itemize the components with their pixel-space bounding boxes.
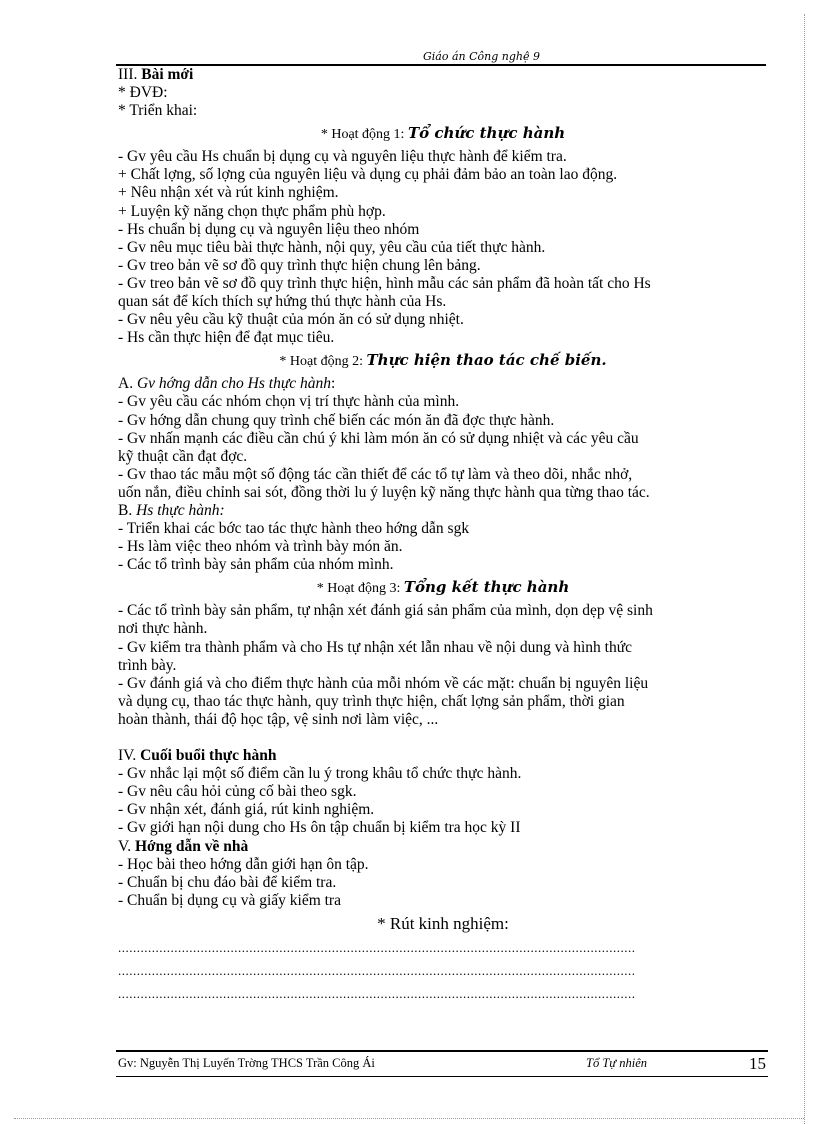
text-line: - Gv nêu mục tiêu bài thực hành, nội quy, yêu cầu của tiết thực hành. bbox=[118, 238, 546, 256]
text-line: - Các tổ trình bày sản phẩm của nhóm mình. bbox=[118, 556, 394, 574]
page-edge-right bbox=[804, 14, 805, 1124]
page-body bbox=[118, 66, 768, 1005]
text-line: - Gv thao tác mẫu một số động tác cần thiết để các tổ tự làm và theo dõi, nhắc nhở, bbox=[118, 465, 633, 483]
text-line: - Gv nêu câu hỏi củng cố bài theo sgk. bbox=[118, 783, 357, 801]
text-line: - Chuẩn bị dụng cụ và giấy kiểm tra bbox=[118, 891, 341, 909]
activity-2-content bbox=[118, 375, 768, 574]
page-number: 15 bbox=[749, 1054, 766, 1073]
page-header bbox=[116, 50, 766, 66]
section-5-title: Hớng dẫn về nhà bbox=[134, 837, 249, 855]
page-footer bbox=[116, 1050, 768, 1077]
activity-3-title: Tổng kết thực hành bbox=[403, 578, 570, 597]
text-line: - Gv nhấn mạnh các điều cần chú ý khi làm món ăn có sử dụng nhiệt và các yêu cầu bbox=[118, 429, 639, 447]
section-5-heading: V. Hớng dẫn về nhà bbox=[118, 837, 249, 855]
section-3-heading: III. Bài mới bbox=[118, 66, 194, 83]
text-line: hoàn thành, thái độ học tập, vệ sinh nơi làm việc, ... bbox=[118, 710, 439, 728]
text-line: - Hs chuẩn bị dụng cụ và nguyên liệu theo nhóm bbox=[118, 220, 420, 238]
header-title: Giáo án Công nghệ 9 bbox=[423, 50, 540, 63]
trien-khai-line: * Triển khai: bbox=[118, 102, 198, 120]
dotted-line: .......................................................................................................................................... bbox=[118, 985, 636, 1001]
activity-2-title: Thực hiện thao tác chế biến. bbox=[366, 351, 607, 370]
text-line: - Gv treo bản vẽ sơ đồ quy trình thực hiện chung lên bảng. bbox=[118, 256, 481, 274]
activity-1-content bbox=[118, 148, 768, 347]
text-line: quan sát để kích thích sự hứng thú thực hành của Hs. bbox=[118, 293, 447, 311]
dvd-line: * ĐVĐ: bbox=[118, 84, 168, 102]
section-4-title: Cuối buổi thực hành bbox=[140, 747, 277, 765]
text-line: - Gv đánh giá và cho điểm thực hành của mỗi nhóm về các mặt: chuẩn bị nguyên liệu bbox=[118, 674, 649, 692]
part-a-heading: A. Gv hớng dẫn cho Hs thực hành: bbox=[118, 375, 336, 393]
text-line: uốn nắn, điều chỉnh sai sót, đồng thời lu ý luyện kỹ năng thực hành qua từng thao tác. bbox=[118, 483, 650, 501]
text-line: nơi thực hành. bbox=[118, 620, 208, 638]
part-b-heading: B. Hs thực hành: bbox=[118, 501, 225, 519]
text-line: - Hs cần thực hiện để đạt mục tiêu. bbox=[118, 329, 335, 347]
activity-3-heading: * Hoạt động 3: Tổng kết thực hành bbox=[316, 578, 570, 597]
text-line: - Gv nhắc lại một số điểm cần lu ý trong khâu tổ chức thực hành. bbox=[118, 765, 522, 783]
text-line: và dụng cụ, thao tác thực hành, quy trình thực hiện, chất lợng sản phẩm, thời gian bbox=[118, 692, 625, 710]
text-line: + Chất lợng, số lợng của nguyên liệu và dụng cụ phải đảm bảo an toàn lao động. bbox=[118, 166, 618, 184]
text-line: - Gv yêu cầu Hs chuẩn bị dụng cụ và nguyên liệu thực hành để kiểm tra. bbox=[118, 148, 567, 166]
dotted-line: .......................................................................................................................................... bbox=[118, 939, 636, 955]
text-line: trình bày. bbox=[118, 656, 177, 674]
text-line: - Gv nêu yêu cầu kỹ thuật của món ăn có sử dụng nhiệt. bbox=[118, 311, 464, 329]
text-line: - Học bài theo hớng dẫn giới hạn ôn tập. bbox=[118, 855, 369, 873]
text-line: - Gv yêu cầu các nhóm chọn vị trí thực hành của mình. bbox=[118, 393, 460, 411]
experience-heading: * Rút kinh nghiệm: bbox=[377, 913, 509, 933]
text-line: - Gv nhận xét, đánh giá, rút kinh nghiệm. bbox=[118, 801, 375, 819]
text-line: - Chuẩn bị chu đáo bài để kiểm tra. bbox=[118, 873, 337, 891]
page-edge-bottom bbox=[14, 1118, 804, 1119]
text-line: + Nêu nhận xét và rút kinh nghiệm. bbox=[118, 184, 339, 202]
text-line: - Gv hớng dẫn chung quy trình chế biến các món ăn đã đợc thực hành. bbox=[118, 411, 555, 429]
text-line: - Các tổ trình bày sản phẩm, tự nhận xét đánh giá sản phẩm của mình, dọn dẹp vệ sinh bbox=[118, 602, 653, 620]
activity-1-title: Tổ chức thực hành bbox=[407, 124, 566, 143]
footer-teacher: Gv: Nguyễn Thị Luyến Trờng THCS Trần Công Ái bbox=[118, 1056, 375, 1070]
text-line: - Gv giới hạn nội dung cho Hs ôn tập chuẩn bị kiểm tra học kỳ II bbox=[118, 819, 521, 837]
section-3-title: Bài mới bbox=[141, 66, 194, 83]
text-line: - Hs làm việc theo nhóm và trình bày món ăn. bbox=[118, 538, 403, 556]
text-line: - Triển khai các bớc tao tác thực hành theo hớng dẫn sgk bbox=[118, 520, 470, 538]
activity-1-heading: * Hoạt động 1: Tổ chức thực hành bbox=[320, 124, 566, 143]
text-line: kỹ thuật cần đạt đợc. bbox=[118, 447, 248, 465]
text-line: - Gv treo bản vẽ sơ đồ quy trình thực hiện, hình mẫu các sản phẩm đã hoàn tất cho Hs bbox=[118, 274, 651, 292]
footer-group: Tổ Tự nhiên bbox=[586, 1056, 647, 1070]
activity-2-heading: * Hoạt động 2: Thực hiện thao tác chế biến. bbox=[279, 351, 607, 370]
text-line: - Gv kiểm tra thành phẩm và cho Hs tự nhận xét lẫn nhau về nội dung và hình thức bbox=[118, 638, 632, 656]
dotted-line: .......................................................................................................................................... bbox=[118, 962, 636, 978]
spacer bbox=[118, 729, 768, 747]
text-line: + Luyện kỹ năng chọn thực phẩm phù hợp. bbox=[118, 202, 386, 220]
activity-3-content bbox=[118, 602, 768, 729]
section-4-heading: IV. Cuối buổi thực hành bbox=[118, 747, 277, 765]
